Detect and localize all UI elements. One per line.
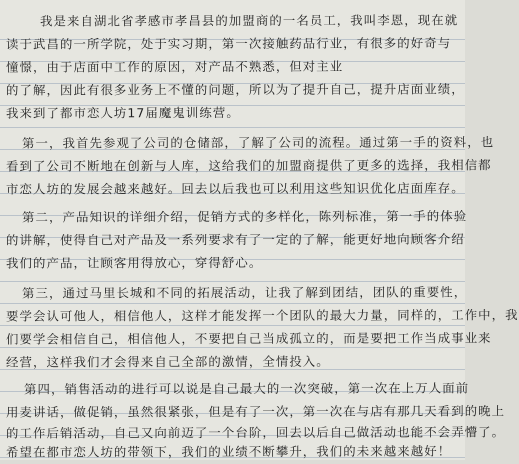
essay-line: 我是来自湖北省孝感市孝昌县的加盟商的一名员工，我叫李恩，现在就 — [39, 12, 459, 29]
essay-line: 憧憬，由于店面中工作的原因，对产品不熟悉，但对主业 — [5, 58, 344, 75]
essay-line: 用麦讲话，做促销，虽然很紧张，但是有了一次，第一次在与店有那几天看到的晚上 — [5, 403, 506, 420]
essay-line: 市恋人坊的发展会越来越好。回去以后我也可以利用这些知识优化店面库存。 — [5, 180, 465, 197]
essay-line: 我来到了都市恋人坊17届魔鬼训练营。 — [5, 104, 240, 121]
essay-paragraph-third: 第三，通过马里长城和不同的拓展活动，让我了解到团结，团队的重要性， — [21, 284, 468, 301]
essay-line: 的讲解，使得自己对产品及一系列要求有了一定的了解，能更好地向顾客介绍 — [5, 231, 465, 248]
essay-line: 读于武昌的一所学院，处于实习期，第一次接触药品行业，有很多的好奇与 — [5, 35, 452, 52]
essay-closing-line: 希望在都市恋人坊的带领下，我们的业绩不断攀升，我们的未来越来越好！ — [5, 443, 452, 460]
essay-paragraph-second: 第二，产品知识的详细介绍，促销方式的多样化，陈列标准，第一手的体验 — [21, 208, 468, 225]
essay-line: 的了解，因此有很多业务上不懂的问题，所以为了提升自己，提升店面业绩， — [5, 81, 465, 98]
essay-line: 经营，这样我们才会得来自己全部的激情，全情投入。 — [5, 353, 330, 370]
essay-line: 看到了公司不断地在创新与人库，这给我们的加盟商提供了更多的选择，我相信都 — [5, 157, 492, 174]
essay-paragraph-fourth: 第四，销售活动的进行可以说是自己最大的一次突破，第一次在上万人面前 — [23, 380, 470, 397]
essay-line: 们要学会相信自己，相信他人，不要把自己当成孤立的，而是要把工作当成事业来 — [5, 330, 492, 347]
essay-line: 我们的产品，让顾客用得放心，穿得舒心。 — [5, 254, 263, 271]
essay-paragraph-first: 第一，我首先参观了公司的仓储部，了解了公司的流程。通过第一手的资料，也 — [21, 134, 495, 151]
essay-line: 的工作后销活动，自己又向前迈了一个台阶，回去以后自己做活动也能不会弄懵了。 — [5, 424, 506, 441]
essay-line: 要学会认可他人，相信他人，这样才能发挥一个团队的最大力量，同样的，工作中，我 — [5, 307, 519, 324]
